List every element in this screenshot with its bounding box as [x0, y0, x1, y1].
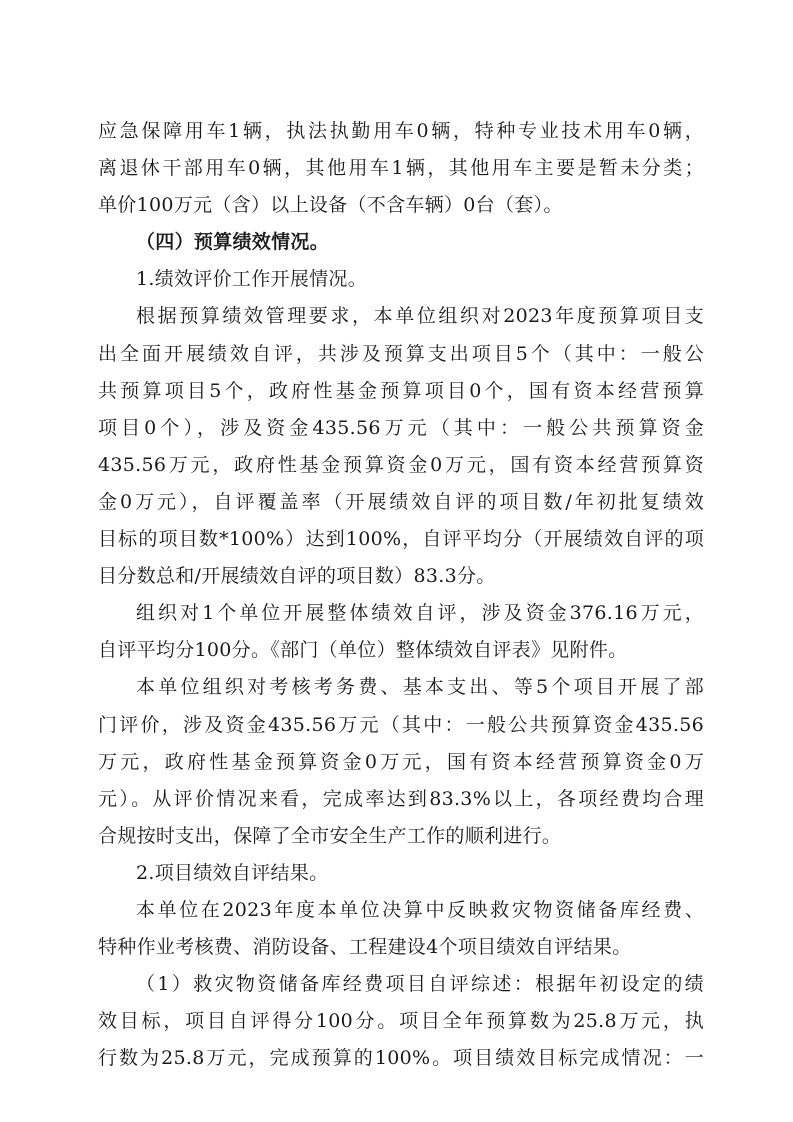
text-line: 元）。从评价情况来看，完成率达到83.3%以上，各项经费均合理 [98, 787, 704, 810]
text-line: 合规按时支出，保障了全市安全生产工作的顺利进行。 [98, 824, 562, 847]
text-line: 目标的项目数*100%）达到100%，自评平均分（开展绩效自评的项 [98, 528, 704, 551]
text-line: 万元，政府性基金预算资金0万元，国有资本经营预算资金0万 [98, 750, 704, 773]
text-line: 本单位在2023年度本单位决算中反映救灾物资储备库经费、 [136, 898, 704, 921]
text-line: （1）救灾物资储备库经费项目自评综述：根据年初设定的绩 [136, 973, 704, 996]
text-line: 效目标，项目自评得分100分。项目全年预算数为25.8万元，执 [98, 1010, 704, 1033]
text-line: 行数为25.8万元，完成预算的100%。项目绩效目标完成情况：一 [98, 1047, 704, 1070]
text-line: 金0万元），自评覆盖率（开展绩效自评的项目数/年初批复绩效 [98, 490, 704, 513]
text-line: 应急保障用车1辆，执法执勤用车0辆，特种专业技术用车0辆， [98, 120, 704, 142]
text-line: 出全面开展绩效自评，共涉及预算支出项目5个（其中：一般公 [98, 342, 704, 365]
text-line: 435.56万元，政府性基金预算资金0万元，国有资本经营预算资 [98, 453, 704, 476]
document-body [98, 113, 704, 1077]
text-line: 门评价，涉及资金435.56万元（其中：一般公共预算资金435.56 [98, 713, 704, 736]
text-line: 本单位组织对考核考务费、基本支出、等5个项目开展了部 [136, 676, 704, 699]
text-line: 目分数总和/开展绩效自评的项目数）83.3分。 [98, 565, 496, 588]
text-line: 单价100万元（含）以上设备（不含车辆）0台（套）。 [98, 194, 563, 217]
section-heading: （四）预算绩效情况。 [136, 231, 330, 254]
text-line: 项目0个），涉及资金435.56万元（其中：一般公共预算资金 [98, 416, 704, 439]
text-line: 离退休干部用车0辆，其他用车1辆，其他用车主要是暂未分类； [98, 157, 704, 180]
text-line: 自评平均分100分。《部门（单位）整体绩效自评表》见附件。 [98, 639, 628, 662]
text-line: 特种作业考核费、消防设备、工程建设4个项目绩效自评结果。 [98, 936, 632, 959]
text-line: 组织对1个单位开展整体绩效自评，涉及资金376.16万元， [136, 602, 704, 625]
text-line: 2.项目绩效自评结果。 [136, 861, 329, 884]
text-line: 根据预算绩效管理要求，本单位组织对2023年度预算项目支 [136, 305, 704, 328]
text-line: 1.绩效评价工作开展情况。 [136, 268, 368, 291]
text-line: 共预算项目5个，政府性基金预算项目0个，国有资本经营预算 [98, 379, 704, 402]
